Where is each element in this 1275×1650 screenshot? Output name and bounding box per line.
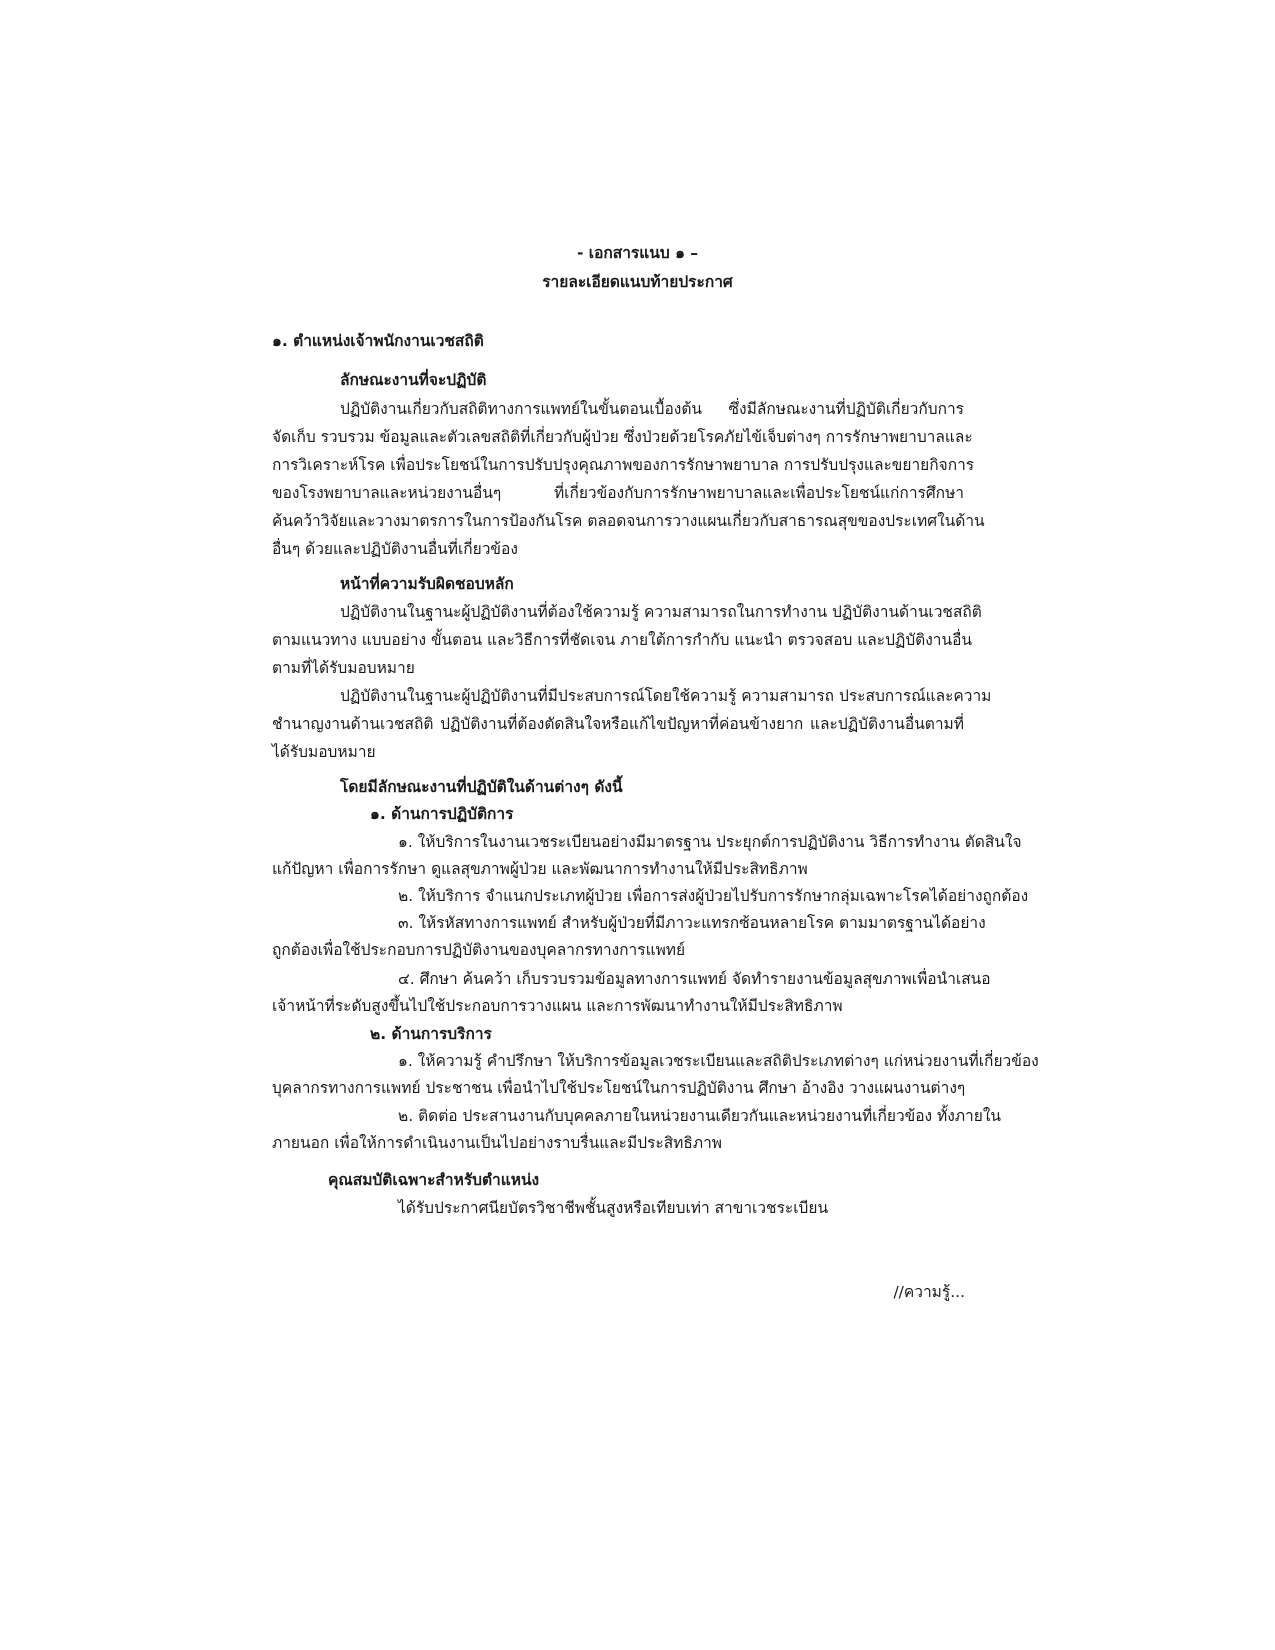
main-duties-line: ได้รับมอบหมาย (272, 743, 376, 761)
operations-item-line: ๒. ให้บริการ จำแนกประเภทผู้ป่วย เพื่อการส่งผู้ป่วยไปรับการรักษากลุ่มเฉพาะโรคได้อย่างถูกต้อง (398, 887, 1029, 905)
operations-item-line: ถูกต้องเพื่อใช้ประกอบการปฏิบัติงานของบุคลากรทางการแพทย์ (272, 941, 686, 959)
job-nature-line: ค้นคว้าวิจัยและวางมาตรการในการป้องกันโรค ตลอดจนการวางแผนเกี่ยวกับสาธารณสุขของประเทศในด้าน (272, 512, 985, 530)
operations-heading: ๑. ด้านการปฏิบัติการ (370, 805, 514, 823)
operations-item-line: แก้ปัญหา เพื่อการรักษา ดูแลสุขภาพผู้ป่วย และพัฒนาการทำงานให้มีประสิทธิภาพ (272, 860, 808, 878)
service-item-line: บุคลากรทางการแพทย์ ประชาชน เพื่อนำไปใช้ประโยชน์ในการปฏิบัติงาน ศึกษา อ้างอิง วางแผนงานต่างๆ (272, 1079, 966, 1097)
main-duties-line: ปฏิบัติงานในฐานะผู้ปฏิบัติงานที่มีประสบการณ์โดยใช้ความรู้ ความสามารถ ประสบการณ์และความ (340, 687, 992, 705)
service-item-line: ๒. ติดต่อ ประสานงานกับบุคคลภายในหน่วยงานเดียวกันและหน่วยงานที่เกี่ยวข้อง ทั้งภายใน (398, 1107, 1002, 1125)
job-nature-line: ของโรงพยาบาลและหน่วยงานอื่นๆ ที่เกี่ยวข้องกับการรักษาพยาบาลและเพื่อประโยชน์แก่การศึกษา (272, 484, 964, 502)
job-nature-line: การวิเคราะห์โรค เพื่อประโยชน์ในการปรับปรุงคุณภาพของการรักษาพยาบาล การปรับปรุงและขยายกิจการ (272, 456, 975, 474)
document-title: รายละเอียดแนบท้ายประกาศ (542, 273, 733, 291)
areas-heading: โดยมีลักษณะงานที่ปฏิบัติในด้านต่างๆ ดังนี้ (340, 778, 623, 796)
job-nature-heading: ลักษณะงานที่จะปฏิบัติ (340, 371, 487, 389)
service-heading: ๒. ด้านการบริการ (370, 1025, 492, 1043)
operations-item-line: ๔. ศึกษา ค้นคว้า เก็บรวบรวมข้อมูลทางการแพทย์ จัดทำรายงานข้อมูลสุขภาพเพื่อนำเสนอ (398, 970, 991, 988)
operations-item-line: เจ้าหน้าที่ระดับสูงขึ้นไปใช้ประกอบการวางแผน และการพัฒนาทำงานให้มีประสิทธิภาพ (272, 997, 843, 1015)
service-item-line: ภายนอก เพื่อให้การดำเนินงานเป็นไปอย่างราบรื่นและมีประสิทธิภาพ (272, 1134, 722, 1152)
job-nature-line: ปฏิบัติงานเกี่ยวกับสถิติทางการแพทย์ในขั้นตอนเบื้องต้น ซึ่งมีลักษณะงานที่ปฏิบัติเกี่ยวกับการ (340, 400, 964, 418)
operations-item-line: ๓. ให้รหัสทางการแพทย์ สำหรับผู้ป่วยที่มีภาวะแทรกซ้อนหลายโรค ตามมาตรฐานได้อย่าง (398, 914, 986, 932)
attachment-label: - เอกสารแนบ ๑ – (576, 244, 699, 262)
qualification-text: ได้รับประกาศนียบัตรวิชาชีพชั้นสูงหรือเทียบเท่า สาขาเวชระเบียน (398, 1199, 829, 1217)
continuation-marker: //ความรู้... (893, 1283, 965, 1301)
position-heading: ๑. ตำแหน่งเจ้าพนักงานเวชสถิติ (272, 332, 484, 350)
main-duties-heading: หน้าที่ความรับผิดชอบหลัก (340, 575, 514, 593)
main-duties-line: ตามแนวทาง แบบอย่าง ขั้นตอน และวิธีการที่ชัดเจน ภายใต้การกำกับ แนะนำ ตรวจสอบ และปฏิบัติงานอื่น (272, 631, 973, 649)
main-duties-line: ชำนาญงานด้านเวชสถิติ ปฏิบัติงานที่ต้องตัดสินใจหรือแก้ไขปัญหาที่ค่อนข้างยาก และปฏิบัติงานอื่นตามที่ (272, 715, 964, 733)
main-duties-line: ปฏิบัติงานในฐานะผู้ปฏิบัติงานที่ต้องใช้ความรู้ ความสามารถในการทำงาน ปฏิบัติงานด้านเวชสถิติ (340, 603, 982, 621)
job-nature-line: จัดเก็บ รวบรวม ข้อมูลและตัวเลขสถิติที่เกี่ยวกับผู้ป่วย ซึ่งป่วยด้วยโรคภัยไข้เจ็บต่างๆ การรักษาพยาบาลและ (272, 428, 973, 446)
qualification-heading: คุณสมบัติเฉพาะสำหรับตำแหน่ง (328, 1171, 540, 1189)
main-duties-line: ตามที่ได้รับมอบหมาย (272, 659, 415, 677)
operations-item-line: ๑. ให้บริการในงานเวชระเบียนอย่างมีมาตรฐาน ประยุกต์การปฏิบัติงาน วิธีการทำงาน ตัดสินใจ (398, 833, 1022, 851)
job-nature-line: อื่นๆ ด้วยและปฏิบัติงานอื่นที่เกี่ยวข้อง (272, 540, 518, 558)
service-item-line: ๑. ให้ความรู้ คำปรึกษา ให้บริการข้อมูลเวชระเบียนและสถิติประเภทต่างๆ แก่หน่วยงานที่เกี่ยวข้อง (398, 1052, 1039, 1070)
